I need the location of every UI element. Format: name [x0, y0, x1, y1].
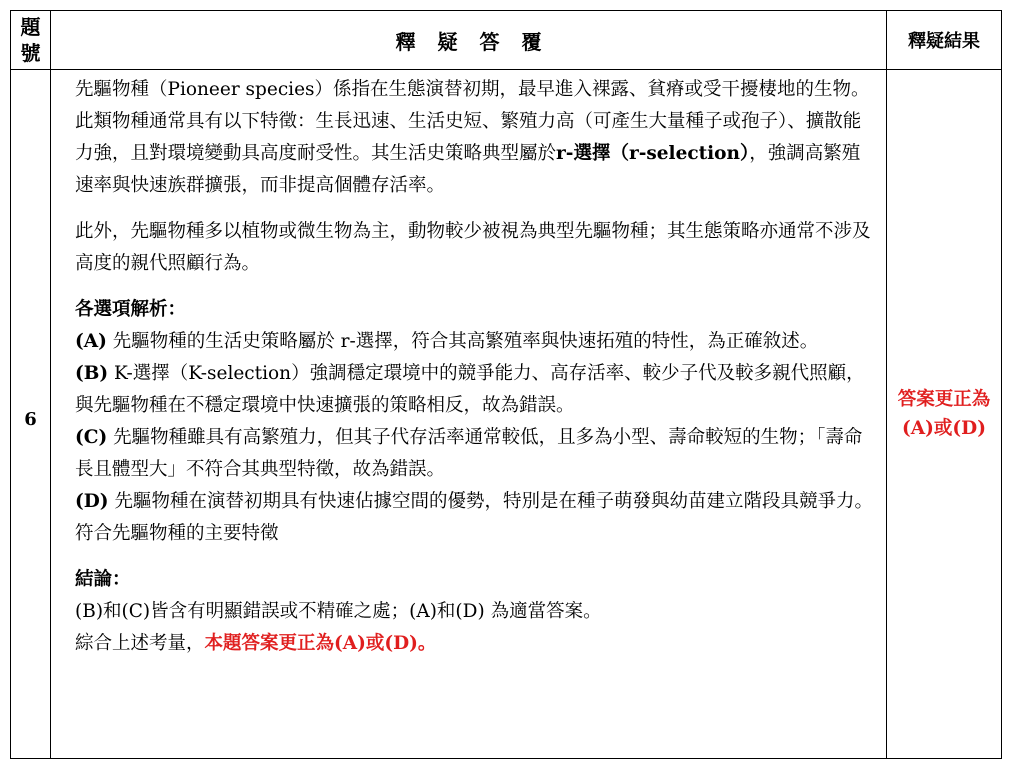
- header-number-line2: 號: [20, 41, 41, 65]
- option-c-text: 先驅物種雖具有高繁殖力，但其子代存活率通常較低，且多為小型、壽命較短的生物；「壽命長且體型大」不符合其典型特徵，故為錯誤。: [75, 427, 863, 480]
- header-number-line1: 題: [20, 15, 41, 39]
- conclusion-line-2: [75, 628, 876, 660]
- option-c: [75, 422, 876, 486]
- option-a-label: (A): [75, 331, 107, 352]
- option-b-label: (B): [75, 363, 109, 384]
- option-b-text: K-選擇（K-selection）強調穩定環境中的競爭能力、高存活率、較少子代及較多親代照顧，與先驅物種在不穩定環境中快速擴張的策略相反，故為錯誤。: [75, 363, 865, 416]
- option-d: [75, 486, 876, 550]
- second-paragraph: 此外，先驅物種多以植物或微生物為主，動物較少被視為典型先驅物種；其生態策略亦通常不涉及高度的親代照顧行為。: [75, 221, 871, 274]
- intro-paragraph: [75, 74, 876, 202]
- table-header-row: [11, 11, 1002, 70]
- option-c-label: (C): [75, 427, 108, 448]
- options-heading: 各選項解析：: [75, 299, 187, 320]
- option-d-label: (D): [75, 491, 109, 512]
- conclusion-prefix: 綜合上述考量，: [75, 633, 205, 654]
- table-row: [11, 70, 1002, 759]
- intro-text-bold: r-選擇（r-selection）: [556, 143, 750, 164]
- header-question-number: [11, 11, 51, 70]
- conclusion-corrected-answer: 本題答案更正為(A)或(D)。: [204, 633, 437, 654]
- option-b: [75, 358, 876, 422]
- option-a: [75, 326, 876, 358]
- question-number: 6: [11, 70, 51, 759]
- header-clarification-reply: 釋疑答覆: [51, 11, 887, 70]
- conclusion-heading: 結論：: [75, 569, 131, 590]
- intro-text-part1: 先驅物種（Pioneer species）係指在生態演替初期，最早進入裸露、貧瘠或受干擾棲地的生物。此類物種通常具有以下特徵：生長迅速、生活史短、繁殖力高（可產生大量種子或孢子）、擴散能力強，且對環境變動具高度耐受性。其生活史策略典型屬於: [75, 79, 870, 164]
- conclusion-line-1: (B)和(C)皆含有明顯錯誤或不精確之處；(A)和(D) 為適當答案。: [75, 601, 602, 622]
- intro-text-part2: ，強調高繁殖速率與快速族群擴張，而非提高個體存活率。: [75, 143, 861, 196]
- option-d-text: 先驅物種在演替初期具有快速佔據空間的優勢，特別是在種子萌發與幼苗建立階段具競爭力。符合先驅物種的主要特徵: [75, 491, 873, 544]
- clarification-reply: [51, 70, 887, 759]
- clarification-result: 答案更正為(A)或(D): [887, 70, 1002, 759]
- option-a-text: 先驅物種的生活史策略屬於 r-選擇，符合其高繁殖率與快速拓殖的特性，為正確敘述。: [112, 331, 819, 352]
- clarification-table: [10, 10, 1002, 759]
- header-clarification-result: 釋疑結果: [887, 11, 1002, 70]
